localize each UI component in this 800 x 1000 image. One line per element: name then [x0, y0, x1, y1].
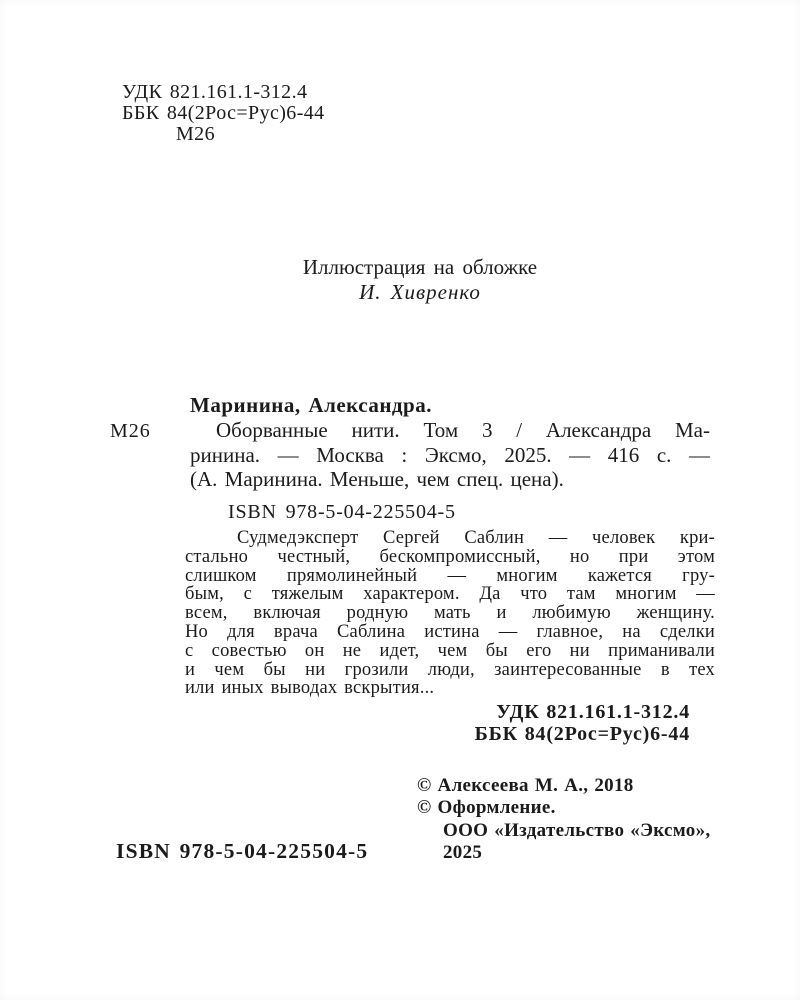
bbk-code: ББК 84(2Рос=Рус)6-44: [122, 102, 325, 124]
annotation-line: Но для врача Саблина истина — главное, на сделки: [185, 621, 715, 642]
annotation-line: слишком прямолинейный — многим кажется гру-: [185, 565, 715, 586]
annotation-line: бым, с тяжелым характером. Да что там многим —: [185, 584, 715, 605]
bottom-classification-codes: [475, 701, 690, 745]
udk-code: УДК 821.161.1-312.4: [122, 81, 308, 103]
annotation-line: с совестью он не идет, чем бы его ни приманивали: [185, 640, 715, 661]
copyright-publisher-line: ООО «Издательство «Эксмо»,: [443, 819, 711, 841]
catalog-description: [190, 418, 710, 492]
catalog-description-line: ринина. — Москва : Эксмо, 2025. — 416 с. —: [190, 442, 710, 467]
annotation-line: Судмедэксперт Сергей Саблин — человек кри-: [237, 528, 715, 548]
catalog-description-line: Оборванные нити. Том 3 / Александра Ма-: [216, 418, 710, 442]
annotation-line: стально честный, бескомпромиссный, но при этом: [185, 546, 715, 567]
annotation-paragraph: [185, 529, 715, 698]
cover-artist-name: И. Хивренко: [359, 280, 481, 304]
catalog-author-header: Маринина, Александра.: [190, 393, 432, 417]
annotation-line: всем, включая родную мать и любимую женщину.: [185, 603, 715, 624]
top-classification-codes: [122, 82, 325, 145]
copyright-block: [417, 775, 710, 864]
copyright-design-line: © Оформление.: [417, 797, 556, 819]
copyright-year-line: 2025: [443, 841, 483, 863]
udk-code-bottom: УДК 821.161.1-312.4: [496, 701, 690, 723]
catalog-description-line: (А. Маринина. Меньше, чем спец. цена).: [190, 467, 564, 491]
annotation-line: и чем бы ни грозили люди, заинтересованные в тех: [185, 659, 715, 680]
isbn-main: ISBN 978-5-04-225504-5: [116, 839, 369, 863]
annotation-line: или иных выводах вскрытия...: [185, 678, 435, 699]
bbk-code-bottom: ББК 84(2Рос=Рус)6-44: [474, 723, 690, 745]
catalog-margin-code: М26: [110, 420, 151, 442]
author-code: М26: [176, 123, 215, 145]
copyright-author-line: © Алексеева М. А., 2018: [417, 775, 634, 796]
cover-credit-block: [40, 255, 800, 305]
isbn-catalog: ISBN 978-5-04-225504-5: [228, 501, 456, 523]
cover-credit-label: Иллюстрация на обложке: [302, 255, 538, 279]
